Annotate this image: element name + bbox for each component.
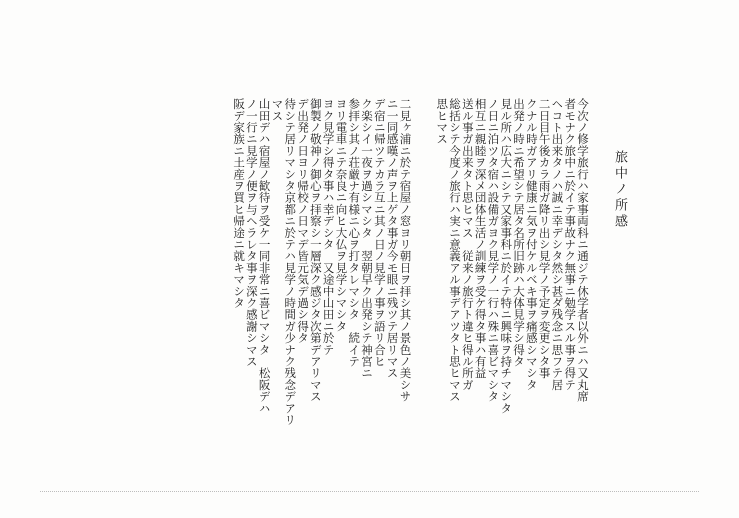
- text-column: 待シテ居リマシタ京都ニ於テハ見学ノ時間ガ少ナク残念デアリ: [283, 98, 298, 426]
- text-column: ノ日ニ泊ツタ宿ハ設備ガヨク見学ノ一行ハ殊ニ喜ビマシタ: [486, 98, 501, 403]
- page-edge-dots: [40, 491, 699, 496]
- text-column: 見ル所ハ広大ニシテ又家事科ニ於イテ特ニ興味ヲ持チマシタ: [499, 98, 514, 414]
- text-column: 相互ニ親睦ヲ深メ団体生活ノ訓練ヲ受ケ得タ事ハ有益: [473, 98, 488, 379]
- text-column: 思ヒマス: [435, 98, 450, 145]
- text-column: 送ル事ガ出来タト思ヒマス 従来ノ旅行ト違ヒ得ル所ガ: [460, 98, 475, 391]
- text-column: 二日目午後カラ雨ガ降リ出シ見学ノ予定ヲ変更シタ事: [537, 98, 552, 379]
- column-gap: [411, 98, 435, 458]
- text-column: 今次ノ修学旅行ハ家事両科ニ通ジテ休学者以外ニハ又丸席: [576, 98, 590, 403]
- text-column: 参拝シ其ノ荘厳ナ有様ニ心ヲ打タレマシタ 続イテ: [347, 98, 362, 368]
- text-column: ノ一行ニ見学ノ便ヲ与ヘラレタ事ヲ深ク感謝シマス: [244, 98, 259, 368]
- text-column: 者モナク旅中ニ於イテ事故ナク無事ニ勉学スル事ヲ得テ: [563, 98, 578, 391]
- text-column: ヨク見学シ得タ事ハ幸デシタ 又途中山田ニ於テ: [321, 98, 336, 356]
- document-title: 旅中ノ所感: [612, 150, 627, 230]
- text-column: デ宿ニ帰ツテカラ互ニ其ノ日ノ見学ノ事ヲ語リ合ヒ: [372, 98, 387, 368]
- text-column: 御製ノ敬神ノ御心ヲ拝察シ一層深ク感ジタ次第デアリマス: [308, 98, 323, 403]
- text-column: マス: [270, 98, 285, 122]
- text-column: 総括シテ今度ノ旅行ハ実ニ意義アル事デアツタト思ヒマス: [448, 98, 463, 403]
- text-column: ヨリ電車ニテ奈良ニ向ヒ大仏ヲ見学シマシタ: [334, 98, 349, 332]
- manuscript-body: [232, 98, 589, 458]
- text-column: ニ一同感嘆ノ声ヲ上ゲタ事ガ今モ眼ニ残ツテ居リマス: [385, 98, 400, 379]
- text-column: ク楽シイ一夜ヲ過シマシタ 翌朝早ク出発シテ神宮ニ: [360, 98, 375, 379]
- text-column: ヘコト出来タノハ誠ニ幸デシタ然シ甚ダ残念ニ思フテ居: [550, 98, 565, 391]
- text-column: クナル時ガアリ健康ニ気ヲ付ケルベキ事ヲ痛感シマシタ: [524, 98, 539, 391]
- text-column: 阪デ家族ニ土産ヲ買ヒ帰途ニ就キマシタ: [232, 98, 247, 309]
- text-column: デ出発ノ日ヨリ帰校ノ日マデ皆元気デ過シ得タ: [296, 98, 311, 344]
- text-column: 山田デハ宿屋ノ歓待ヲ受ケ一同非常ニ喜ビマシタ 松阪デハ: [257, 98, 272, 414]
- text-column: 二見ヶ浦ニ於テ宿屋ノ窓ヨリ朝日ヲ拝シ其ノ景色ノ美シサ: [398, 98, 413, 403]
- text-column: 出発ノ時ニ希望シテ居タ名所旧跡ハ大体見学シ得タ: [512, 98, 527, 368]
